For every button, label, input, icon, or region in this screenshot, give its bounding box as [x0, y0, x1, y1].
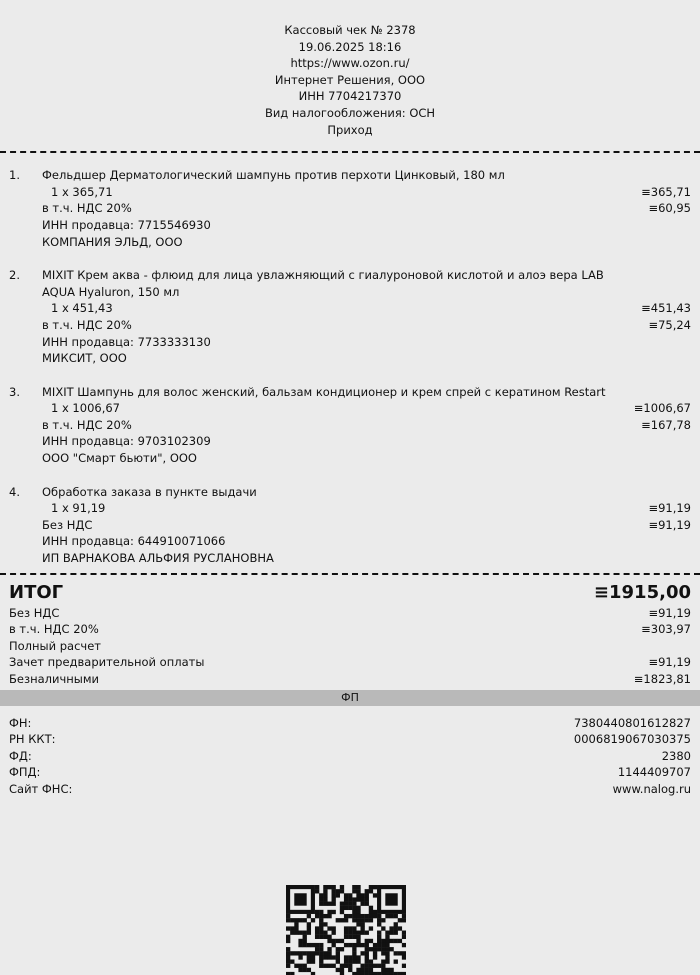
fiscal-label: ФПД: — [9, 765, 41, 780]
item-number: 3. — [9, 384, 20, 399]
fiscal-row — [9, 731, 691, 748]
receipt-inn: ИНН 7704217370 — [298, 89, 402, 104]
total-label: ИТОГ — [9, 581, 64, 603]
item-name-row — [42, 167, 691, 184]
item-number: 1. — [9, 168, 20, 183]
item-seller: КОМПАНИЯ ЭЛЬД, ООО — [42, 234, 183, 249]
item-vat-row — [42, 200, 691, 217]
item-seller: МИКСИТ, ООО — [42, 351, 127, 366]
list-item — [9, 167, 691, 250]
item-vat-row — [42, 417, 691, 434]
item-vat-label: в т.ч. НДС 20% — [42, 201, 132, 216]
item-qty: 1 x 91,19 — [51, 501, 106, 516]
item-vat-value: ≡167,78 — [641, 417, 691, 432]
item-seller-inn-row — [42, 433, 691, 450]
fiscal-row — [9, 715, 691, 732]
item-seller-row — [42, 550, 691, 567]
item-name-row — [42, 384, 691, 401]
item-seller-inn-row — [42, 533, 691, 550]
qr-code-icon — [286, 885, 406, 975]
item-name: MIXIT Крем аква - флюид для лица увлажняющий с гиалуроновой кислотой и алоэ вера LAB AQUA Hyaluron, 150 мл — [42, 268, 604, 299]
list-item — [9, 384, 691, 467]
item-seller-inn-row — [42, 334, 691, 351]
item-sum: ≡451,43 — [641, 301, 691, 316]
item-seller-row — [42, 234, 691, 251]
item-qty-row — [42, 500, 691, 517]
item-qty-row — [42, 184, 691, 201]
total-value: ≡1915,00 — [593, 581, 691, 603]
fiscal-label: ФД: — [9, 748, 32, 763]
item-name: Фельдшер Дерматологический шампунь против перхоти Цинковый, 180 мл — [42, 168, 505, 183]
totals-row-label: Безналичными — [9, 672, 100, 686]
totals-row-label: Без НДС — [9, 605, 60, 620]
item-name: MIXIT Шампунь для волос женский, бальзам кондиционер и крем спрей с кератином Restart — [42, 384, 606, 399]
item-vat-row — [42, 517, 691, 534]
item-qty: 1 x 451,43 — [51, 301, 113, 316]
item-seller-inn: ИНН продавца: 7715546930 — [42, 217, 211, 232]
fp-section-header: ФП — [0, 690, 700, 706]
receipt-title: Кассовый чек № 2378 — [284, 23, 416, 37]
fiscal-value: 1144409707 — [617, 765, 691, 780]
fiscal-value: 0006819067030375 — [573, 732, 691, 747]
item-name: Обработка заказа в пункте выдачи — [42, 484, 257, 499]
receipt-operation: Приход — [327, 122, 373, 137]
item-name-row — [42, 484, 691, 501]
qr-code-icon-graphic — [286, 885, 406, 975]
totals-row — [9, 638, 691, 655]
fiscal-section — [0, 706, 700, 798]
item-seller-inn: ИНН продавца: 644910071066 — [42, 534, 226, 549]
totals-row-value: ≡1823,81 — [633, 672, 691, 686]
fiscal-row — [9, 764, 691, 781]
fiscal-value: 2380 — [661, 748, 691, 763]
totals-row — [9, 621, 691, 638]
receipt-header — [0, 0, 700, 138]
item-vat-value: ≡75,24 — [648, 317, 691, 332]
total-row — [9, 581, 691, 605]
fiscal-value: www.nalog.ru — [612, 781, 691, 796]
receipt-tax-system: Вид налогообложения: ОСН — [264, 105, 436, 120]
item-sum: ≡365,71 — [641, 184, 691, 199]
list-item — [9, 484, 691, 567]
totals-row-label: Зачет предварительной оплаты — [9, 655, 205, 670]
item-seller-inn: ИНН продавца: 7733333130 — [42, 334, 211, 349]
totals-row-value: ≡303,97 — [641, 622, 691, 637]
items-list — [0, 153, 700, 566]
totals-row-value: ≡91,19 — [648, 655, 691, 670]
item-seller-inn-row — [42, 217, 691, 234]
item-vat-label: Без НДС — [42, 517, 93, 532]
fiscal-label: РН ККТ: — [9, 732, 56, 747]
totals-row-value: ≡91,19 — [648, 605, 691, 620]
fiscal-label: ФН: — [9, 715, 32, 730]
item-vat-value: ≡60,95 — [648, 201, 691, 216]
item-seller-inn: ИНН продавца: 9703102309 — [42, 434, 211, 449]
fiscal-label: Сайт ФНС: — [9, 781, 73, 796]
item-name-row — [42, 267, 622, 300]
item-seller-row — [42, 350, 691, 367]
list-item — [9, 267, 691, 367]
item-qty: 1 x 1006,67 — [51, 401, 120, 416]
item-seller: ООО "Смарт бьюти", ООО — [42, 451, 197, 466]
totals-row-label: Полный расчет — [9, 638, 101, 653]
item-sum: ≡1006,67 — [633, 401, 691, 416]
fiscal-row — [9, 748, 691, 765]
item-vat-label: в т.ч. НДС 20% — [42, 317, 132, 332]
item-qty: 1 x 365,71 — [51, 184, 113, 199]
item-qty-row — [42, 400, 691, 417]
item-sum: ≡91,19 — [648, 501, 691, 516]
item-vat-value: ≡91,19 — [648, 517, 691, 532]
fiscal-value: 7380440801612827 — [573, 715, 691, 730]
receipt-company: Интернет Решения, ООО — [274, 72, 426, 87]
totals-row-label: в т.ч. НДС 20% — [9, 622, 99, 637]
totals-section — [0, 575, 700, 688]
item-qty-row — [42, 300, 691, 317]
item-seller: ИП ВАРНАКОВА АЛЬФИЯ РУСЛАНОВНА — [42, 551, 274, 566]
receipt-url: https://www.ozon.ru/ — [290, 56, 410, 71]
item-number: 4. — [9, 484, 20, 499]
totals-row — [9, 654, 691, 671]
fiscal-row — [9, 781, 691, 798]
item-vat-row — [42, 317, 691, 334]
item-vat-label: в т.ч. НДС 20% — [42, 417, 132, 432]
item-seller-row — [42, 450, 691, 467]
totals-row — [9, 605, 691, 622]
item-number: 2. — [9, 268, 20, 283]
receipt-datetime: 19.06.2025 18:16 — [298, 39, 402, 54]
totals-row — [9, 671, 691, 688]
